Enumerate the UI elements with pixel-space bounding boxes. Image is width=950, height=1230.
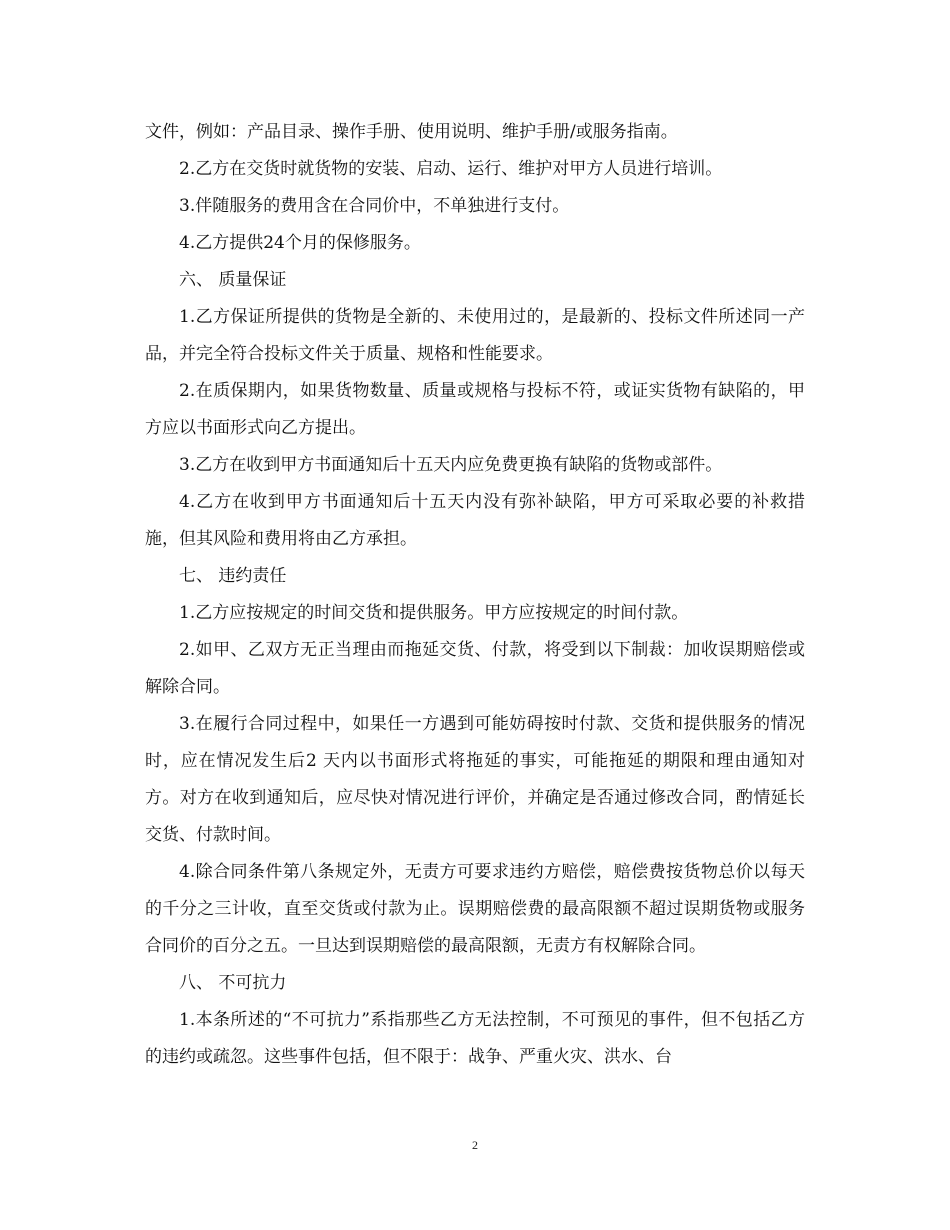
paragraph: 4.乙方在收到甲方书面通知后十五天内没有弥补缺陷，甲方可采取必要的补救措施，但其风险和费用将由乙方承担。 — [145, 492, 805, 549]
paragraph: 2.乙方在交货时就货物的安装、启动、运行、维护对甲方人员进行培训。 — [179, 159, 723, 179]
paragraph: 2.如甲、乙双方无正当理由而拖延交货、付款，将受到以下制裁：加收误期赔偿或解除合同。 — [145, 640, 805, 697]
paragraph: 文件，例如：产品目录、操作手册、使用说明、维护手册/或服务指南。 — [145, 122, 678, 142]
paragraph: 3.伴随服务的费用含在合同价中，不单独进行支付。 — [179, 196, 570, 216]
section-heading: 八、 不可抗力 — [179, 973, 287, 993]
paragraph: 4.乙方提供24个月的保修服务。 — [179, 233, 421, 253]
paragraph: 1.本条所述的“不可抗力”系指那些乙方无法控制，不可预见的事件，但不包括乙方的违约或疏忽。这些事件包括，但不限于：战争、严重火灾、洪水、台 — [145, 1010, 805, 1067]
paragraph: 1.乙方保证所提供的货物是全新的、未使用过的，是最新的、投标文件所述同一产品，并完全符合投标文件关于质量、规格和性能要求。 — [145, 307, 805, 364]
section-heading: 六、 质量保证 — [179, 270, 287, 290]
paragraph: 4.除合同条件第八条规定外，无责方可要求违约方赔偿，赔偿费按货物总价以每天的千分之三计收，直至交货或付款为止。误期赔偿费的最高限额不超过误期货物或服务合同价的百分之五。一旦达到误期赔偿的最高限额，无责方有权解除合同。 — [145, 862, 805, 956]
document-body — [145, 114, 805, 1076]
page-number: 2 — [472, 1138, 478, 1152]
paragraph: 2.在质保期内，如果货物数量、质量或规格与投标不符，或证实货物有缺陷的，甲方应以书面形式向乙方提出。 — [145, 381, 805, 438]
paragraph: 1.乙方应按规定的时间交货和提供服务。甲方应按规定的时间付款。 — [179, 603, 689, 623]
paragraph: 3.在履行合同过程中，如果任一方遇到可能妨碍按时付款、交货和提供服务的情况时，应在情况发生后2 天内以书面形式将拖延的事实，可能拖延的期限和理由通知对方。对方在收到通知后，应尽快对情况进行评价，并确定是否通过修改合同，酌情延长交货、付款时间。 — [145, 714, 805, 845]
paragraph: 3.乙方在收到甲方书面通知后十五天内应免费更换有缺陷的货物或部件。 — [179, 455, 723, 475]
section-heading: 七、 违约责任 — [179, 566, 287, 586]
